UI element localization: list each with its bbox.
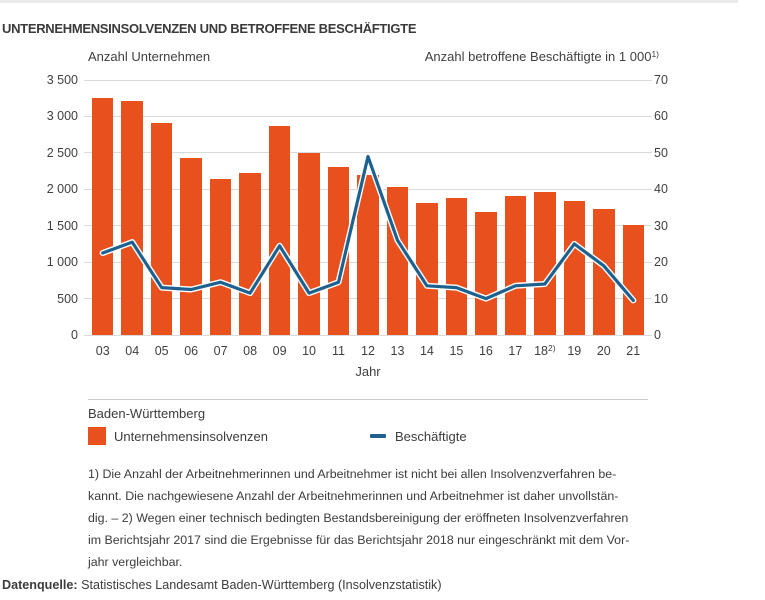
x-axis-labels: [88, 344, 648, 360]
plot-area: [88, 80, 648, 335]
x-tick-11: 11: [332, 344, 346, 358]
y-tick-right-60: 60: [654, 109, 668, 124]
x-tick-17: 17: [508, 344, 523, 358]
legend-item-employees: [370, 427, 467, 445]
footnote-line: jahr vergleichbar.: [88, 555, 183, 569]
legend-item-insolvencies: [88, 427, 268, 445]
x-tick-20: 20: [596, 344, 611, 358]
x-tick-16: 16: [478, 344, 493, 358]
y-tick-left-3000: 3 000: [46, 109, 78, 124]
x-tick-07: 07: [213, 344, 228, 358]
footnotes: [88, 463, 629, 573]
x-tick-10: 10: [302, 344, 316, 358]
footnote-line: im Berichtsjahr 2017 sind die Ergebnisse für das Berichtsjahr 2018 nur eingeschränkt mit dem Vor-: [88, 533, 630, 547]
y-tick-left-3500: 3 500: [46, 73, 78, 87]
y-tick-right-30: 30: [654, 218, 668, 233]
right-axis-title-text: Anzahl betroffene Beschäftigte in 1 000: [424, 49, 652, 64]
x-tick-19: 19: [567, 344, 582, 358]
legend-line-employees: [370, 434, 386, 438]
y-tick-left-1500: 1 500: [46, 218, 78, 233]
x-tick-14: 14: [419, 344, 434, 358]
footnote-marker-2: 2): [548, 343, 556, 353]
footnote-line: 1) Die Anzahl der Arbeitnehmerinnen und Arbeitnehmer ist nicht bei allen Insolvenzverfahren be-: [88, 467, 617, 481]
footnote-marker-1: 1): [651, 49, 659, 59]
data-source: [2, 578, 442, 592]
legend-swatch-insolvencies: [88, 427, 106, 445]
data-source-label: Datenquelle:: [2, 578, 78, 592]
employees-line-casing: [103, 157, 634, 301]
y-axis-left: [0, 73, 78, 342]
data-source-text: Statistisches Landesamt Baden-Württemberg (Insolvenzstatistik): [77, 578, 442, 592]
x-tick-08: 08: [243, 344, 258, 358]
x-tick-03: 03: [95, 344, 110, 358]
chart-title: UNTERNEHMENSINSOLVENZEN UND BETROFFENE BESCHÄFTIGTE: [2, 21, 417, 36]
legend-label-insolvencies: Unternehmensinsolvenzen: [114, 428, 268, 444]
x-tick-06: 06: [184, 344, 199, 358]
legend-label-employees: Beschäftigte: [395, 428, 467, 444]
legend-divider: [88, 399, 648, 400]
y-tick-right-10: 10: [654, 291, 668, 306]
y-tick-left-2500: 2 500: [46, 145, 78, 160]
y-tick-left-0: 0: [71, 328, 78, 342]
y-tick-right-0: 0: [654, 328, 661, 342]
footnote-line: dig. – 2) Wegen einer technisch bedingten Bestandsbereinigung der eröffneten Insolvenzverfahren: [88, 511, 629, 525]
right-axis-title: [425, 49, 659, 64]
x-tick-18: 18$^{2)}$: [534, 343, 556, 358]
x-tick-15: 15: [449, 344, 464, 358]
footnote-line: kannt. Die nachgewiesene Anzahl der Arbeitnehmerinnen und Arbeitnehmer ist daher unvollstän-: [88, 489, 619, 503]
x-axis-title: Jahr: [355, 364, 381, 379]
x-tick-04: 04: [125, 344, 140, 358]
y-tick-right-20: 20: [654, 255, 668, 270]
left-axis-title: [88, 49, 210, 64]
y-tick-right-40: 40: [654, 182, 668, 197]
top-border: [0, 0, 738, 3]
legend-region-label: Baden-Württemberg: [88, 406, 206, 421]
employees-line-layer: [88, 80, 648, 335]
employees-line: [103, 157, 634, 301]
left-axis-title-text: Anzahl Unternehmen: [88, 49, 211, 64]
y-tick-left-2000: 2 000: [46, 182, 78, 197]
y-tick-right-50: 50: [654, 145, 668, 160]
x-tick-09: 09: [272, 344, 287, 358]
x-tick-13: 13: [390, 344, 405, 358]
x-tick-05: 05: [154, 344, 169, 358]
y-tick-left-500: 500: [57, 291, 78, 306]
y-tick-left-1000: 1 000: [46, 255, 78, 270]
y-tick-right-70: 70: [654, 73, 668, 87]
y-axis-right: [654, 73, 694, 342]
x-tick-12: 12: [361, 344, 375, 358]
x-tick-21: 21: [626, 344, 641, 358]
